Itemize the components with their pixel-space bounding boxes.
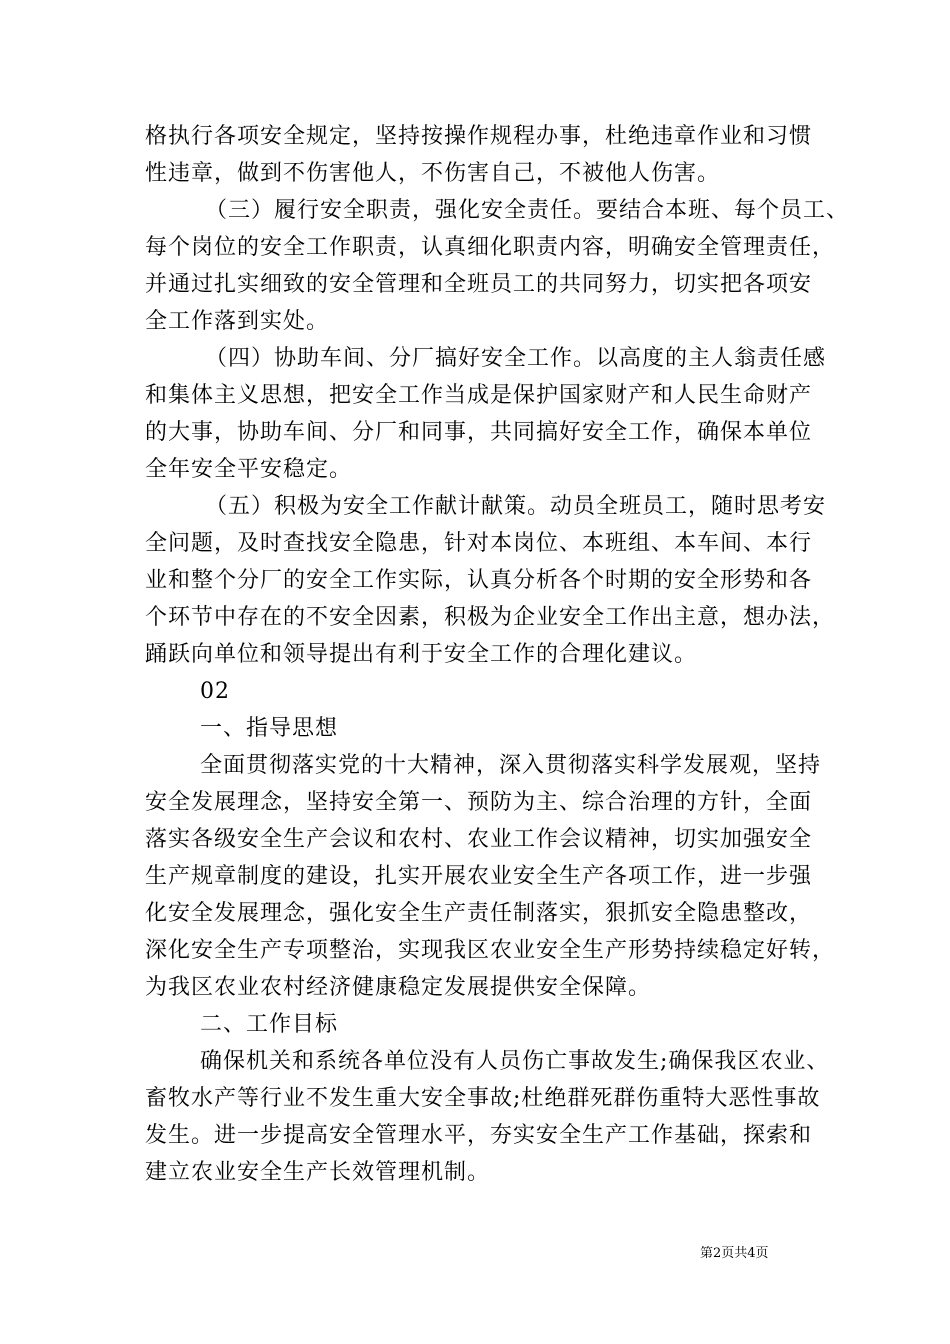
text-line: 一、指导思想 [200, 716, 339, 741]
text-line: 确保机关和系统各单位没有人员伤亡事故发生;确保我区农业、 [200, 1049, 830, 1074]
text-line: （五）积极为安全工作献计献策。动员全班员工，随时思考安 [205, 494, 827, 519]
text-line: 二、工作目标 [200, 1012, 339, 1037]
text-line: 为我区农业农村经济健康稳定发展提供安全保障。 [145, 975, 652, 1000]
text-line: 并通过扎实细致的安全管理和全班员工的共同努力，切实把各项安 [145, 272, 813, 297]
text-line: 格执行各项安全规定，坚持按操作规程办事，杜绝违章作业和习惯 [145, 124, 813, 149]
text-line: 化安全发展理念，强化安全生产责任制落实，狠抓安全隐患整改， [145, 901, 813, 926]
text-line: 业和整个分厂的安全工作实际，认真分析各个时期的安全形势和各 [145, 568, 813, 593]
page-number: 第2页共4页 [700, 1246, 769, 1261]
text-line: 畜牧水产等行业不发生重大安全事故;杜绝群死群伤重特大恶性事故 [145, 1086, 821, 1111]
text-line: 全工作落到实处。 [145, 309, 330, 334]
text-line: 生产规章制度的建设，扎实开展农业安全生产各项工作，进一步强 [145, 864, 813, 889]
text-line: 每个岗位的安全工作职责，认真细化职责内容，明确安全管理责任， [145, 235, 836, 260]
page-footer [700, 1246, 820, 1262]
text-line: 建立农业安全生产长效管理机制。 [145, 1160, 491, 1185]
text-line: 深化安全生产专项整治，实现我区农业安全生产形势持续稳定好转， [145, 938, 836, 963]
text-line: 的大事，协助车间、分厂和同事，共同搞好安全工作，确保本单位 [145, 420, 813, 445]
text-line: 全年安全平安稳定。 [145, 457, 353, 482]
text-line: 性违章，做到不伤害他人，不伤害自己，不被他人伤害。 [145, 161, 721, 186]
text-line: 全问题，及时查找安全隐患，针对本岗位、本班组、本车间、本行 [145, 531, 813, 556]
text-line: （三）履行安全职责，强化安全责任。要结合本班、每个员工、 [205, 198, 850, 223]
text-line: 个环节中存在的不安全因素，积极为企业安全工作出主意，想办法， [145, 605, 836, 630]
text-line: （四）协助车间、分厂搞好安全工作。以高度的主人翁责任感 [205, 346, 827, 371]
text-line: 踊跃向单位和领导提出有利于安全工作的合理化建议。 [145, 642, 698, 667]
text-line: 和集体主义思想，把安全工作当成是保护国家财产和人民生命财产 [145, 383, 813, 408]
text-line: 发生。进一步提高安全管理水平，夯实安全生产工作基础，探索和 [145, 1123, 813, 1148]
text-line: 安全发展理念，坚持安全第一、预防为主、综合治理的方针，全面 [145, 790, 813, 815]
document-body [145, 118, 850, 1191]
text-line: 全面贯彻落实党的十大精神，深入贯彻落实科学发展观，坚持 [200, 753, 822, 778]
text-line: 落实各级安全生产会议和农村、农业工作会议精神，切实加强安全 [145, 827, 813, 852]
text-line: 02 [200, 679, 230, 704]
